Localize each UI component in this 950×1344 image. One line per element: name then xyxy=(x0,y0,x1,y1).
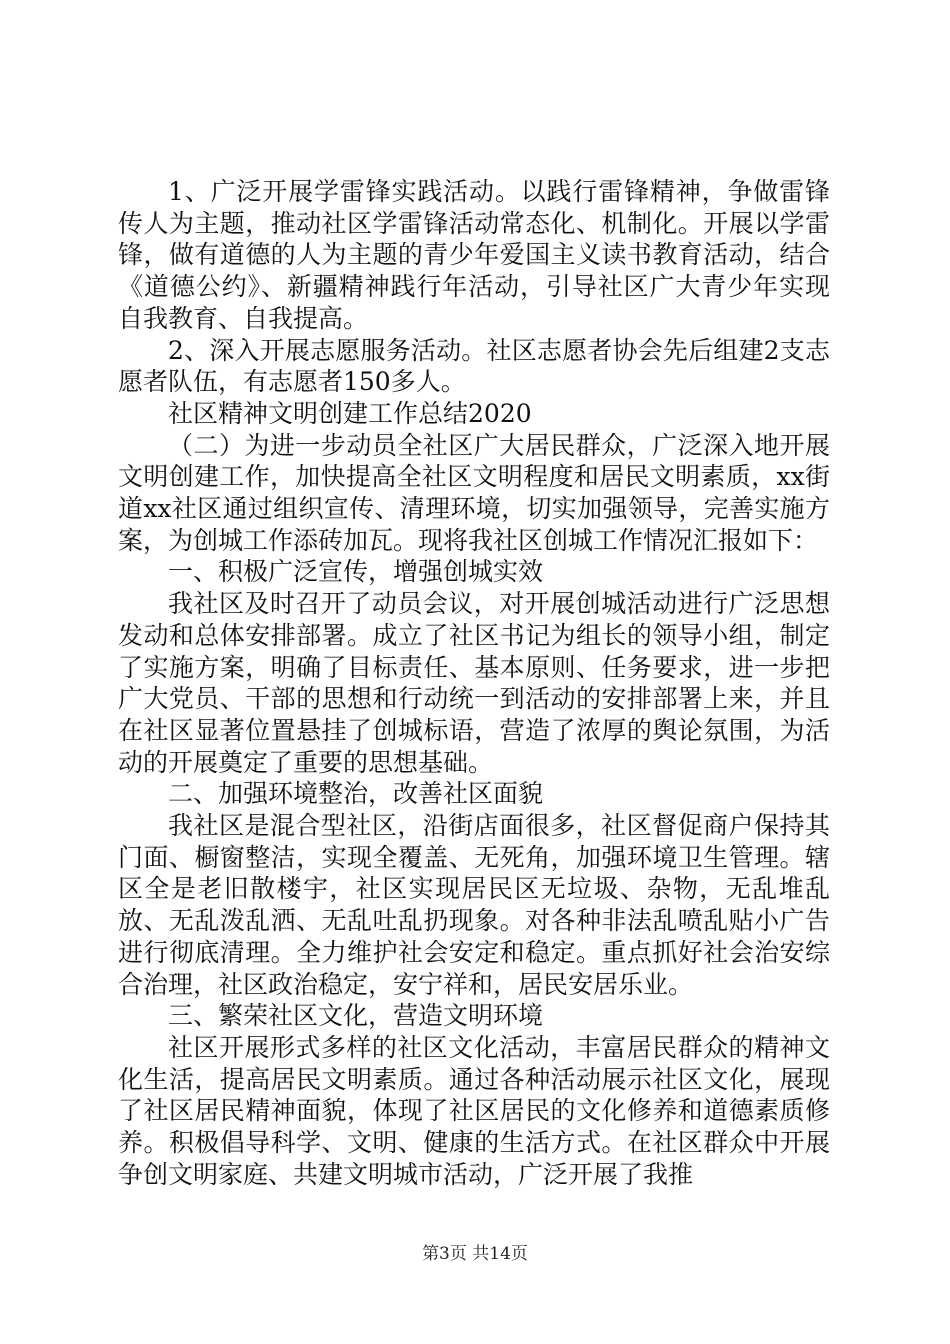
paragraph-1: 1、广泛开展学雷锋实践活动。以践行雷锋精神，争做雷锋传人为主题，推动社区学雷锋活动常态化、机制化。开展以学雷锋，做有道德的人为主题的青少年爱国主义读书教育活动，结合《道德公约》、新疆精神践行年活动，引导社区广大青少年实现自我教育、自我提高。 xyxy=(118,177,830,333)
section-heading-3: 三、繁荣社区文化，营造文明环境 xyxy=(168,1001,544,1031)
paragraph-section-3: 社区开展形式多样的社区文化活动，丰富居民群众的精神文化生活，提高居民文明素质。通过各种活动展示社区文化，展现了社区居民精神面貌，体现了社区居民的文化修养和道德素质修养。积极倡导科学、文明、健康的生活方式。在社区群众中开展争创文明家庭、共建文明城市活动，广泛开展了我推 xyxy=(118,1032,830,1189)
section-heading-1: 一、积极广泛宣传，增强创城实效 xyxy=(168,557,544,587)
page-number-footer: 第3页 共14页 xyxy=(422,1244,528,1264)
paragraph-section-1: 我社区及时召开了动员会议，对开展创城活动进行广泛思想发动和总体安排部署。成立了社区书记为组长的领导小组，制定了实施方案，明确了目标责任、基本原则、任务要求，进一步把广大党员、干部的思想和行动统一到活动的安排部署上来，并且在社区显著位置悬挂了创城标语，营造了浓厚的舆论氛围，为活动的开展奠定了重要的思想基础。 xyxy=(118,589,830,777)
document-body xyxy=(118,176,830,1191)
paragraph-2: 2、深入开展志愿服务活动。社区志愿者协会先后组建2支志愿者队伍，有志愿者150多人。 xyxy=(118,335,830,397)
section-heading-2: 二、加强环境整治，改善社区面貌 xyxy=(168,779,544,809)
paragraph-intro: （二）为进一步动员全社区广大居民群众，广泛深入地开展文明创建工作，加快提高全社区文明程度和居民文明素质，xx街道xx社区通过组织宣传、清理环境，切实加强领导，完善实施方案，为创城工作添砖加瓦。现将我社区创城工作情况汇报如下： xyxy=(118,430,830,555)
paragraph-section-2: 我社区是混合型社区，沿街店面很多，社区督促商户保持其门面、橱窗整洁，实现全覆盖、无死角，加强环境卫生管理。辖区全是老旧散楼宇，社区实现居民区无垃圾、杂物，无乱堆乱放、无乱泼乱洒、无乱吐乱扔现象。对各种非法乱喷乱贴小广告进行彻底清理。全力维护社会安定和稳定。重点抓好社会治安综合治理，社区政治稳定，安宁祥和，居民安居乐业。 xyxy=(118,811,830,999)
document-title: 社区精神文明创建工作总结2020 xyxy=(168,398,532,428)
